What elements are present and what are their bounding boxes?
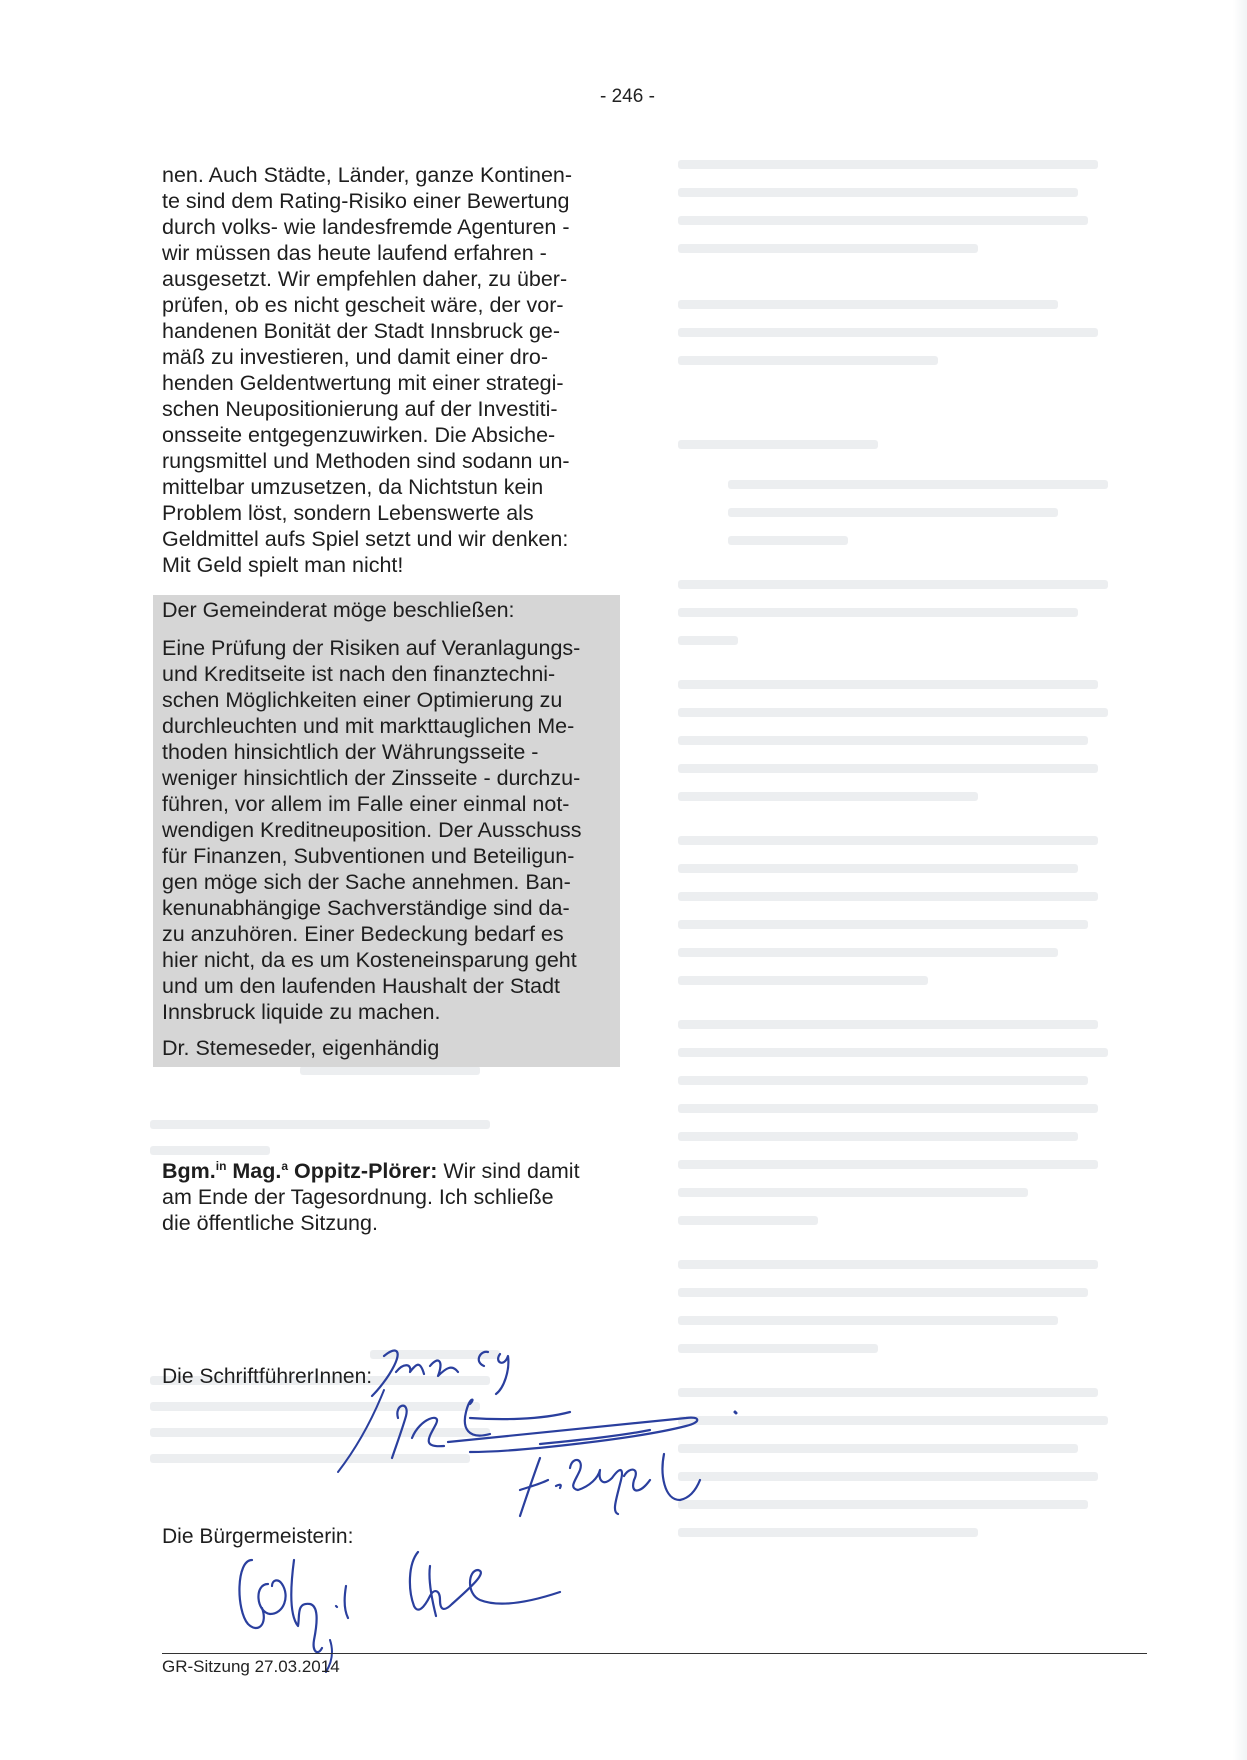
body-line: Problem löst, sondern Lebenswerte als (162, 501, 534, 525)
body-line: Mit Geld spielt man nicht! (162, 553, 404, 577)
body-line: onsseite entgegenzuwirken. Die Absiche- (162, 423, 556, 447)
footer-rule (162, 1653, 1147, 1654)
motion-line: gen möge sich der Sache annehmen. Ban- (162, 870, 571, 894)
mayor-label: Die Bürgermeisterin: (162, 1525, 354, 1548)
speaker-prefix-sup: in (215, 1158, 227, 1173)
motion-line: für Finanzen, Subventionen und Beteiligun- (162, 844, 575, 868)
signature-secretary-2 (392, 1400, 697, 1458)
body-line: handenen Bonität der Stadt Innsbruck ge- (162, 319, 561, 343)
body-line: nen. Auch Städte, Länder, ganze Kontinen- (162, 163, 573, 187)
body-line: prüfen, ob es nicht gescheit wäre, der vor- (162, 293, 564, 317)
signature-secretary-1 (372, 1351, 508, 1396)
body-line: te sind dem Rating-Risiko einer Bewertung (162, 189, 570, 213)
body-line: Geldmittel aufs Spiel setzt und wir denken: (162, 527, 569, 551)
motion-line: und Kreditseite ist nach den finanztechni- (162, 662, 556, 686)
body-line: mittelbar umzusetzen, da Nichtstun kein (162, 475, 544, 499)
signature-secretary-3 (520, 1454, 700, 1516)
motion-line: schen Möglichkeiten einer Optimierung zu (162, 688, 563, 712)
footer-session-date: GR-Sitzung 27.03.2014 (162, 1657, 340, 1676)
motion-line: zu anzuhören. Einer Bedeckung bedarf es (162, 922, 564, 946)
speaker-prefix: Bgm. (162, 1159, 216, 1183)
body-line: wir müssen das heute laufend erfahren - (162, 241, 547, 265)
motion-line: weniger hinsichtlich der Zinsseite - durchzu- (162, 766, 581, 790)
signature-mayor (239, 1552, 560, 1652)
signature-diagonal-stroke (338, 1390, 384, 1472)
motion-line: und um den laufenden Haushalt der Stadt (162, 974, 561, 998)
motion-line: wendigen Kreditneuposition. Der Ausschuss (162, 818, 582, 842)
motion-signature: Dr. Stemeseder, eigenhändig (162, 1036, 440, 1060)
motion-line: durchleuchten und mit markttauglichen Me- (162, 714, 575, 738)
motion-line: hier nicht, da es um Kosteneinsparung geht (162, 948, 577, 972)
motion-line: kenunabhängige Sachverständige sind da- (162, 896, 570, 920)
body-line: durch volks- wie landesfremde Agenturen - (162, 215, 570, 239)
page-number: - 246 - (600, 86, 655, 107)
scan-edge-shadow (1233, 0, 1247, 1760)
motion-line: Eine Prüfung der Risiken auf Veranlagungs- (162, 636, 581, 660)
motion-heading: Der Gemeinderat möge beschließen: (162, 598, 515, 622)
body-line: rungsmittel und Methoden sind sodann un- (162, 449, 570, 473)
speaker-surname: Oppitz-Plörer: (288, 1159, 438, 1183)
body-line: henden Geldentwertung mit einer strategi- (162, 371, 564, 395)
secretaries-label: Die SchriftführerInnen: (162, 1365, 373, 1388)
closing-line-2: am Ende der Tagesordnung. Ich schließe (162, 1185, 554, 1209)
body-line: schen Neupositionierung auf der Investiti- (162, 397, 558, 421)
motion-line: Innsbruck liquide zu machen. (162, 1000, 441, 1024)
closing-statement-text: Wir sind damit (437, 1159, 580, 1183)
speaker-title: Mag. (226, 1159, 282, 1183)
closing-line-3: die öffentliche Sitzung. (162, 1211, 378, 1235)
signature-dot (735, 1412, 736, 1413)
motion-line: thoden hinsichtlich der Währungsseite - (162, 740, 539, 764)
speaker-title-sup: a (281, 1158, 289, 1173)
body-line: ausgesetzt. Wir empfehlen daher, zu über- (162, 267, 568, 291)
motion-line: führen, vor allem im Falle einer einmal not- (162, 792, 570, 816)
body-line: mäß zu investieren, und damit einer dro- (162, 345, 548, 369)
